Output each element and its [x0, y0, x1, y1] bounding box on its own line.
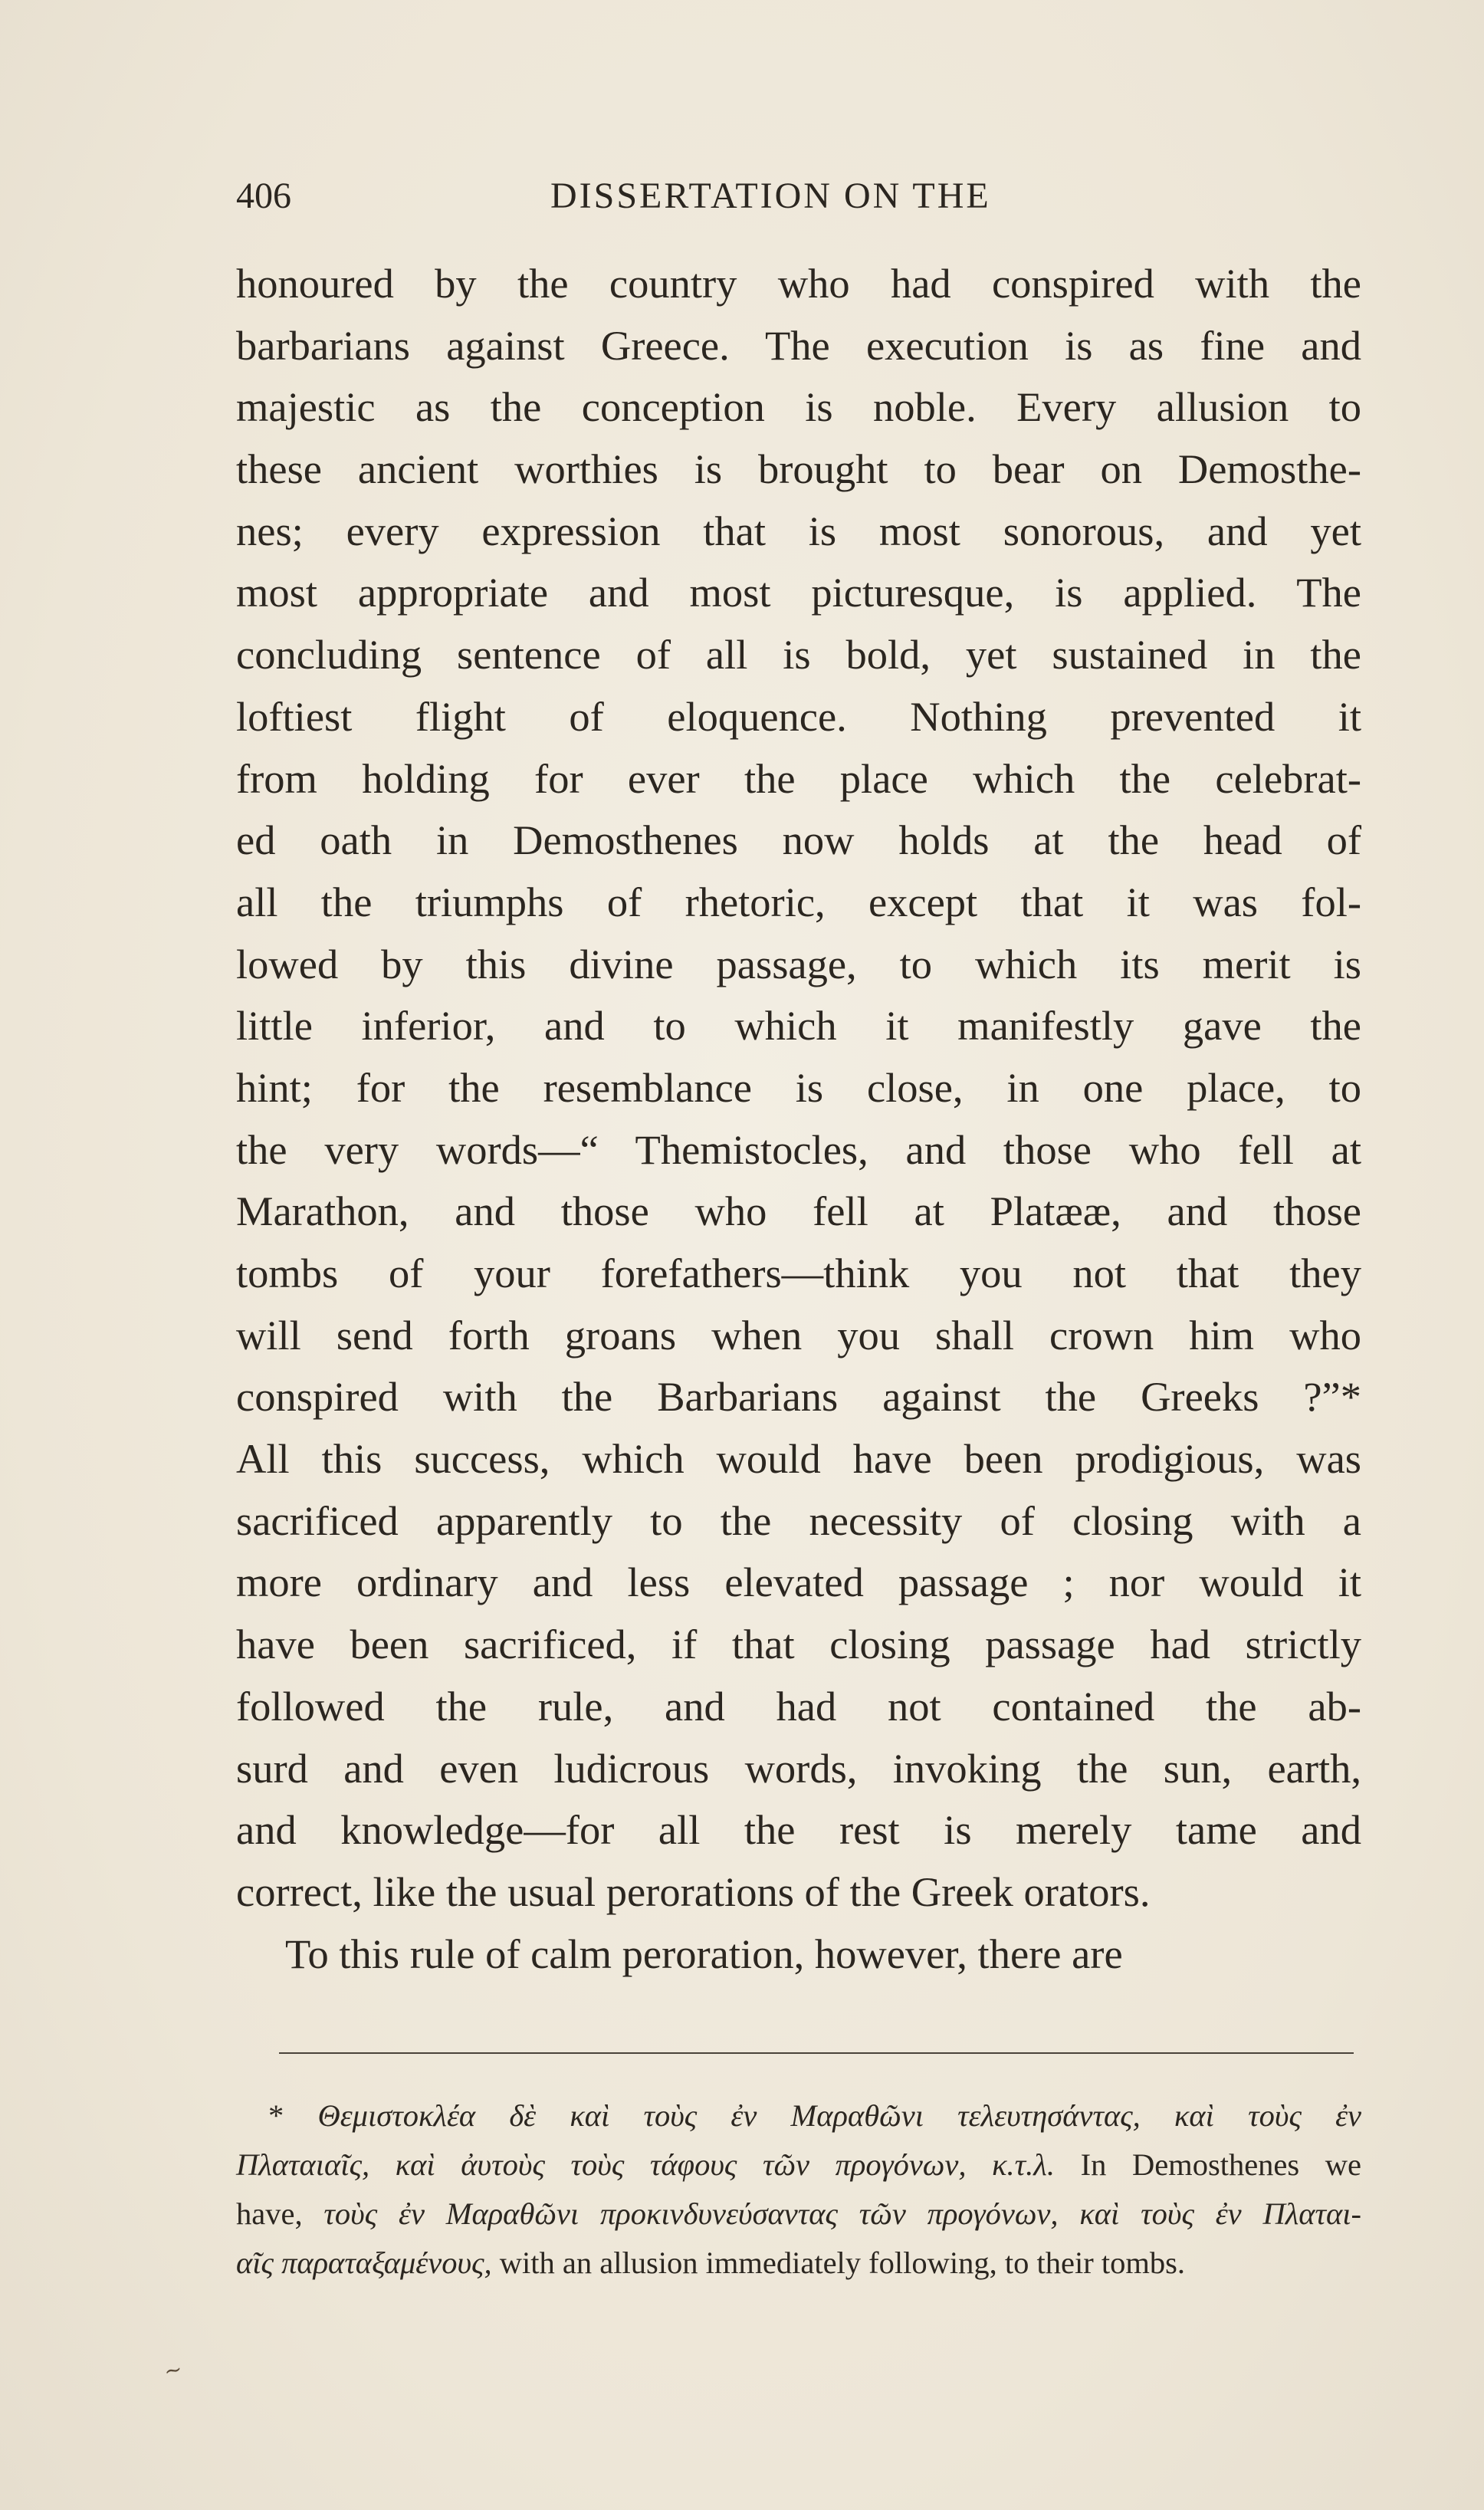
footnote-divider	[279, 2052, 1354, 2054]
text-line: honoured by the country who had conspired with the	[236, 260, 1361, 307]
text-line: conspired with the Barbarians against the Greeks ?”*	[236, 1373, 1361, 1421]
text-line: most appropriate and most picturesque, is applied. The	[236, 569, 1361, 616]
text-line: tombs of your forefathers—think you not that they	[236, 1250, 1361, 1296]
greek-text: Πλαταιαῖς, καὶ ἀυτοὺς τοὺς τάφους τῶν προγόνων, κ.τ.λ.	[236, 2147, 1055, 2182]
text-line: loftiest flight of eloquence. Nothing prevented it	[236, 692, 1361, 740]
footnote-marker: *	[268, 2098, 284, 2133]
body-text	[236, 253, 1361, 1985]
greek-text: Θεμιστοκλέα δὲ καὶ τοὺς ἐν Μαραθῶνι τελευτησάντας, καὶ τοὺς ἐν	[317, 2098, 1362, 2133]
footnote-line	[236, 2190, 1361, 2239]
running-title: DISSERTATION ON THE	[550, 176, 991, 216]
text-line: will send forth groans when you shall crown him who	[236, 1311, 1361, 1358]
footnote-text: have,	[236, 2196, 303, 2231]
text-line: nes; every expression that is most sonorous, and yet	[236, 507, 1361, 554]
text-line: followed the rule, and had not contained the ab-	[236, 1682, 1361, 1730]
footnote-text: In Demosthenes we	[1080, 2147, 1362, 2182]
text-line: hint; for the resemblance is close, in one place, to	[236, 1063, 1361, 1111]
text-line: lowed by this divine passage, to which its merit is	[236, 940, 1361, 987]
paragraph-start-line: To this rule of calm peroration, however, there are	[285, 1930, 1123, 1977]
footnote-line	[236, 2239, 1361, 2288]
footnote	[236, 2091, 1361, 2288]
text-line: all the triumphs of rhetoric, except that it was fol-	[236, 878, 1361, 925]
text-line: concluding sentence of all is bold, yet sustained in the	[236, 631, 1361, 678]
text-line: Marathon, and those who fell at Platææ, and those	[236, 1188, 1361, 1235]
footnote-text: with an allusion immediately following, to their tombs.	[499, 2246, 1186, 2280]
greek-text: αῖς παραταξαμένους,	[236, 2246, 492, 2280]
text-line: sacrificed apparently to the necessity of closing with a	[236, 1496, 1361, 1544]
text-line: from holding for ever the place which the celebrat-	[236, 754, 1361, 802]
footnote-line	[236, 2091, 1361, 2140]
text-line: these ancient worthies is brought to bear on Demosthe-	[236, 445, 1361, 493]
page-header	[236, 173, 1053, 219]
text-line: and knowledge—for all the rest is merely tame and	[236, 1806, 1361, 1854]
text-line: little inferior, and to which it manifestly gave the	[236, 1002, 1361, 1050]
greek-text: τοὺς ἐν Μαραθῶνι προκινδυνεύσαντας τῶν προγόνων, καὶ τοὺς ἐν Πλαται-	[323, 2196, 1361, 2231]
text-line: more ordinary and less elevated passage ; nor would it	[236, 1559, 1361, 1606]
text-line: ed oath in Demosthenes now holds at the head of	[236, 816, 1361, 864]
text-line: majestic as the conception is noble. Every allusion to	[236, 383, 1361, 431]
text-line: All this success, which would have been prodigious, was	[236, 1435, 1361, 1483]
text-line: have been sacrificed, if that closing passage had strictly	[236, 1621, 1361, 1668]
printer-mark: ~	[161, 2355, 185, 2385]
footnote-line	[236, 2140, 1361, 2190]
text-line: surd and even ludicrous words, invoking the sun, earth,	[236, 1744, 1361, 1792]
text-line: correct, like the usual perorations of the Greek orators.	[236, 1868, 1151, 1915]
page-number: 406	[236, 176, 291, 216]
text-line: the very words—“ Themistocles, and those who fell at	[236, 1125, 1361, 1173]
text-line: barbarians against Greece. The execution is as fine and	[236, 321, 1361, 369]
